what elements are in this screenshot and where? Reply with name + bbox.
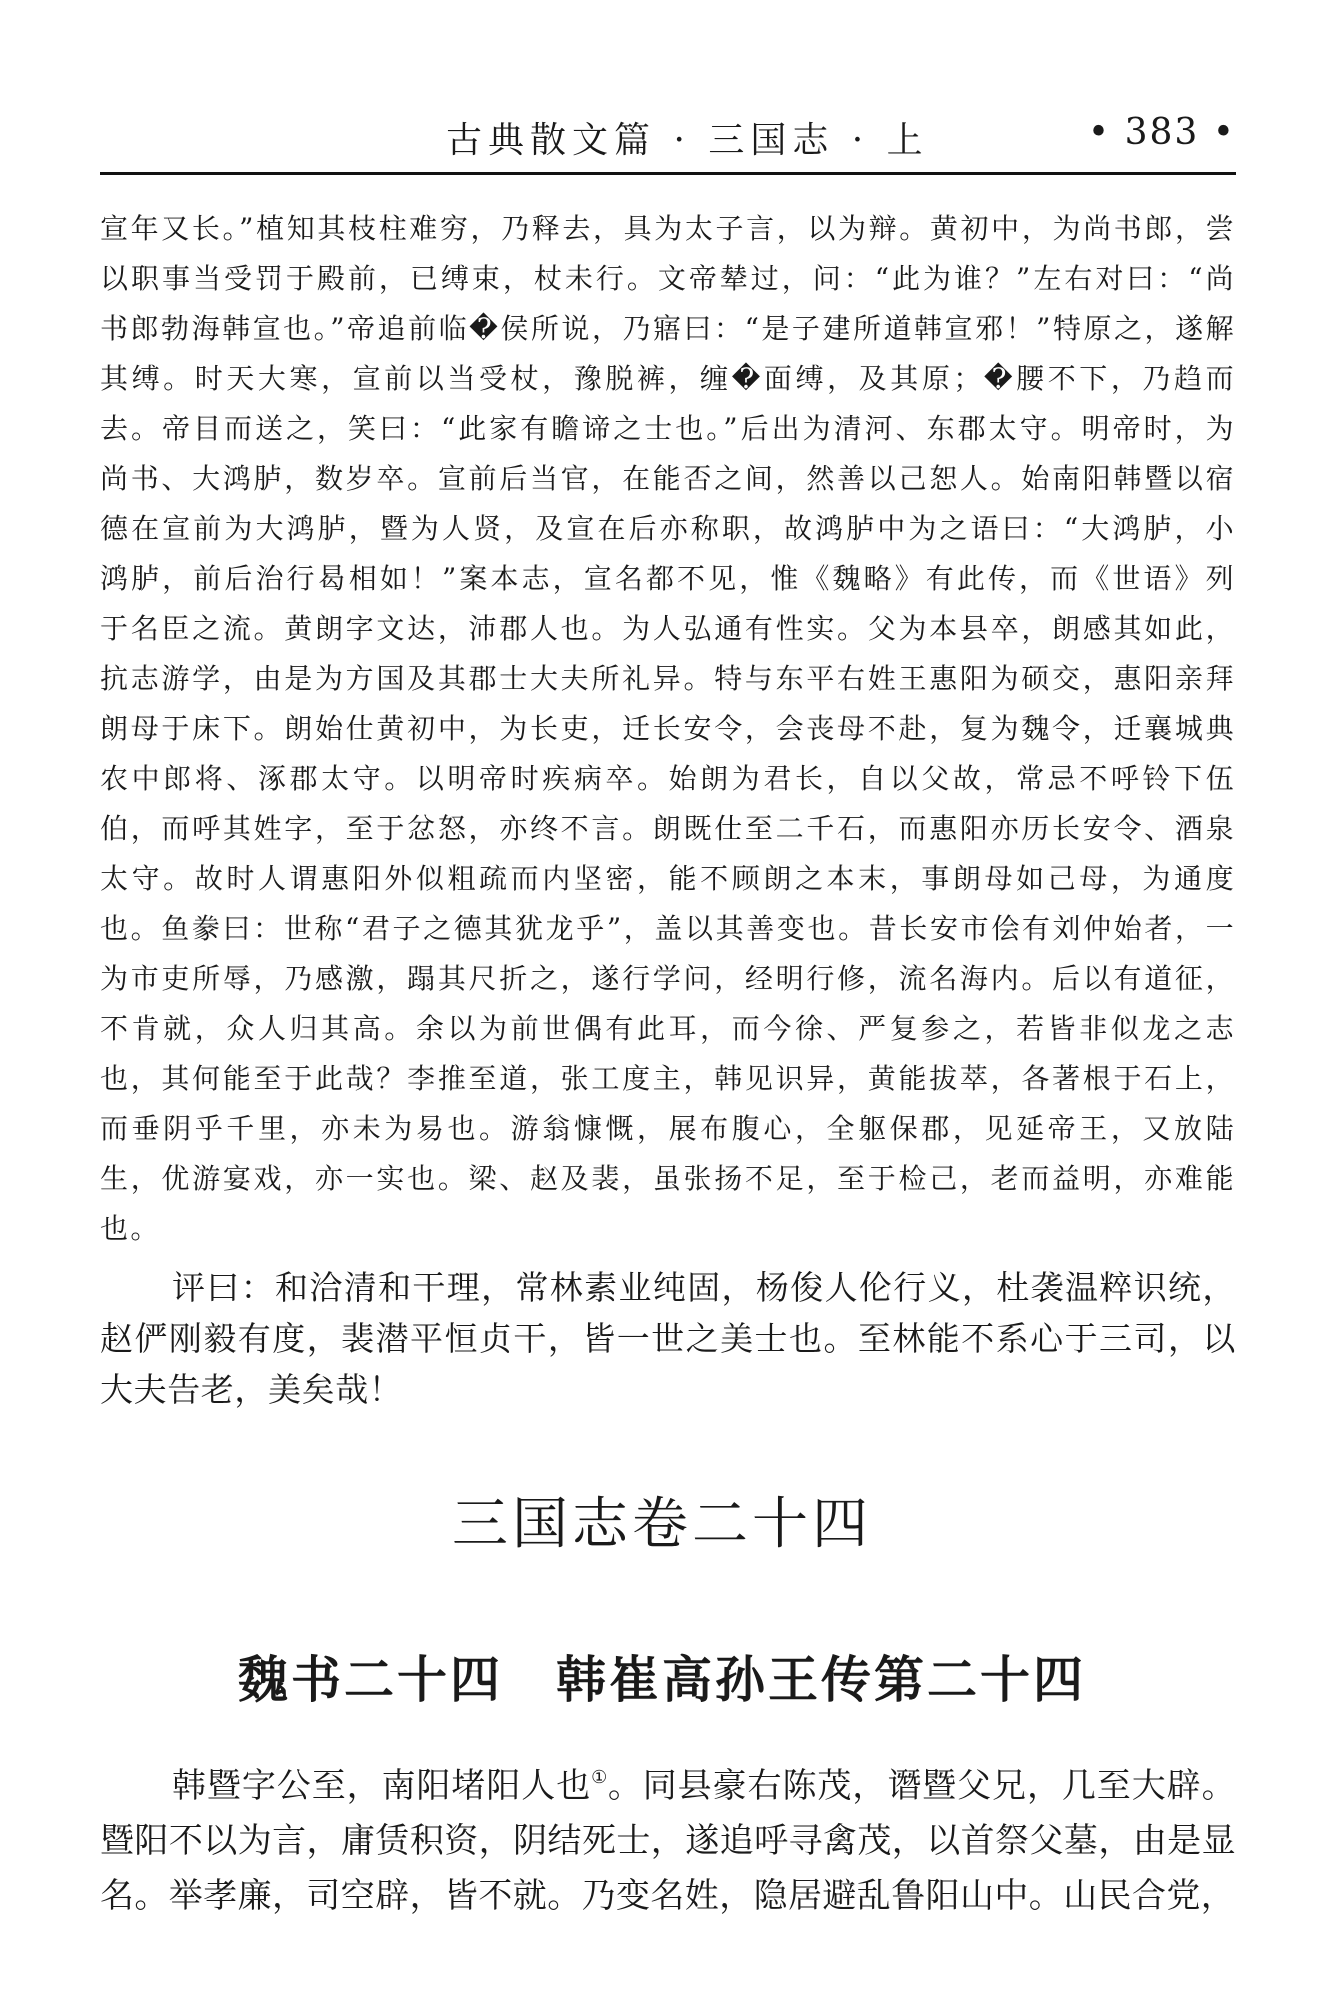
footnote-mark[interactable]: ① bbox=[591, 1767, 608, 1788]
running-header-title: 古典散文篇 · 三国志 · 上 bbox=[446, 120, 929, 161]
header-rule bbox=[100, 172, 1236, 175]
body-text-start: 韩暨字公至，南阳堵阳人也 bbox=[172, 1766, 592, 1806]
page-number: • 383 • bbox=[1087, 112, 1236, 153]
running-header bbox=[100, 110, 1236, 172]
annotation-paragraph: 宣年又长。”植知其枝柱难穷，乃释去，具为太子言，以为辩。黄初中，为尚书郎，尝以职事当受罚于殿前，已缚束，杖未行。文帝辇过，问：“此为谁？”左右对曰：“尚书郎勃海韩宣也。”帝追前临�侯所说，乃寤曰：“是子建所道韩宣邪！”特原之，遂解其缚。时天大寒，宣前以当受杖，豫脱裤，缠�面缚，及其原；�腰不下，乃趋而去。帝目而送之，笑曰：“此家有瞻谛之士也。”后出为清河、东郡太守。明帝时，为尚书、大鸿胪，数岁卒。宣前后当官，在能否之间，然善以己恕人。始南阳韩暨以宿德在宣前为大鸿胪，暨为人贤，及宣在后亦称职，故鸿胪中为之语曰：“大鸿胪，小鸿胪，前后治行曷相如！”案本志，宣名都不见，惟《魏略》有此传，而《世语》列于名臣之流。黄朗字文达，沛郡人也。为人弘通有性实。父为本县卒，朗感其如此，抗志游学，由是为方国及其郡士大夫所礼异。特与东平右姓王惠阳为硕交，惠阳亲拜朗母于床下。朗始仕黄初中，为长吏，迁长安令，会丧母不赴，复为魏令，迁襄城典农中郎将、涿郡太守。以明帝时疾病卒。始朗为君长，自以父故，常忌不呼铃下伍伯，而呼其姓字，至于忿怒，亦终不言。朗既仕至二千石，而惠阳亦历长安令、酒泉太守。故时人谓惠阳外似粗疏而内坚密，能不顾朗之本末，事朗母如己母，为通度也。鱼豢曰：世称“君子之德其犹龙乎”，盖以其善变也。昔长安市侩有刘仲始者，一为市吏所辱，乃感激，蹋其尺折之，遂行学问，经明行修，流名海内。后以有道征，不肯就，众人归其高。余以为前世偶有此耳，而今徐、严复参之，若皆非似龙之志也，其何能至于此哉？李推至道，张工度主，韩见识异，黄能拔萃，各著根于石上，而垂阴乎千里，亦未为易也。游翁慷慨，展布腹心，全躯保郡，见延帝王，又放陆生，优游宴戏，亦一实也。梁、赵及裴，虽张扬不足，至于检己，老而益明，亦难能也。 bbox=[100, 212, 1236, 1245]
body-text-continued: 。同县豪右陈茂，谮暨父兄，几至大辟。暨阳不以为言，庸赁积资，阴结死士，遂追呼寻禽茂，以首祭父墓，由是显名。举孝廉，司空辟，皆不就。乃变名姓，隐居避乱鲁阳山中。山民合党， bbox=[100, 1766, 1236, 1916]
volume-title: 三国志卷二十四 bbox=[452, 1492, 872, 1557]
body-paragraph bbox=[100, 1750, 1236, 1924]
chapter-title: 魏书二十四 韩崔高孙王传第二十四 bbox=[238, 1651, 1086, 1709]
appraisal-paragraph: 评曰：和洽清和干理，常林素业纯固，杨俊人伦行义，杜袭温粹识统，赵俨刚毅有度，裴潜平恒贞干，皆一世之美士也。至林能不系心于三司，以大夫告老，美矣哉！ bbox=[100, 1268, 1236, 1409]
